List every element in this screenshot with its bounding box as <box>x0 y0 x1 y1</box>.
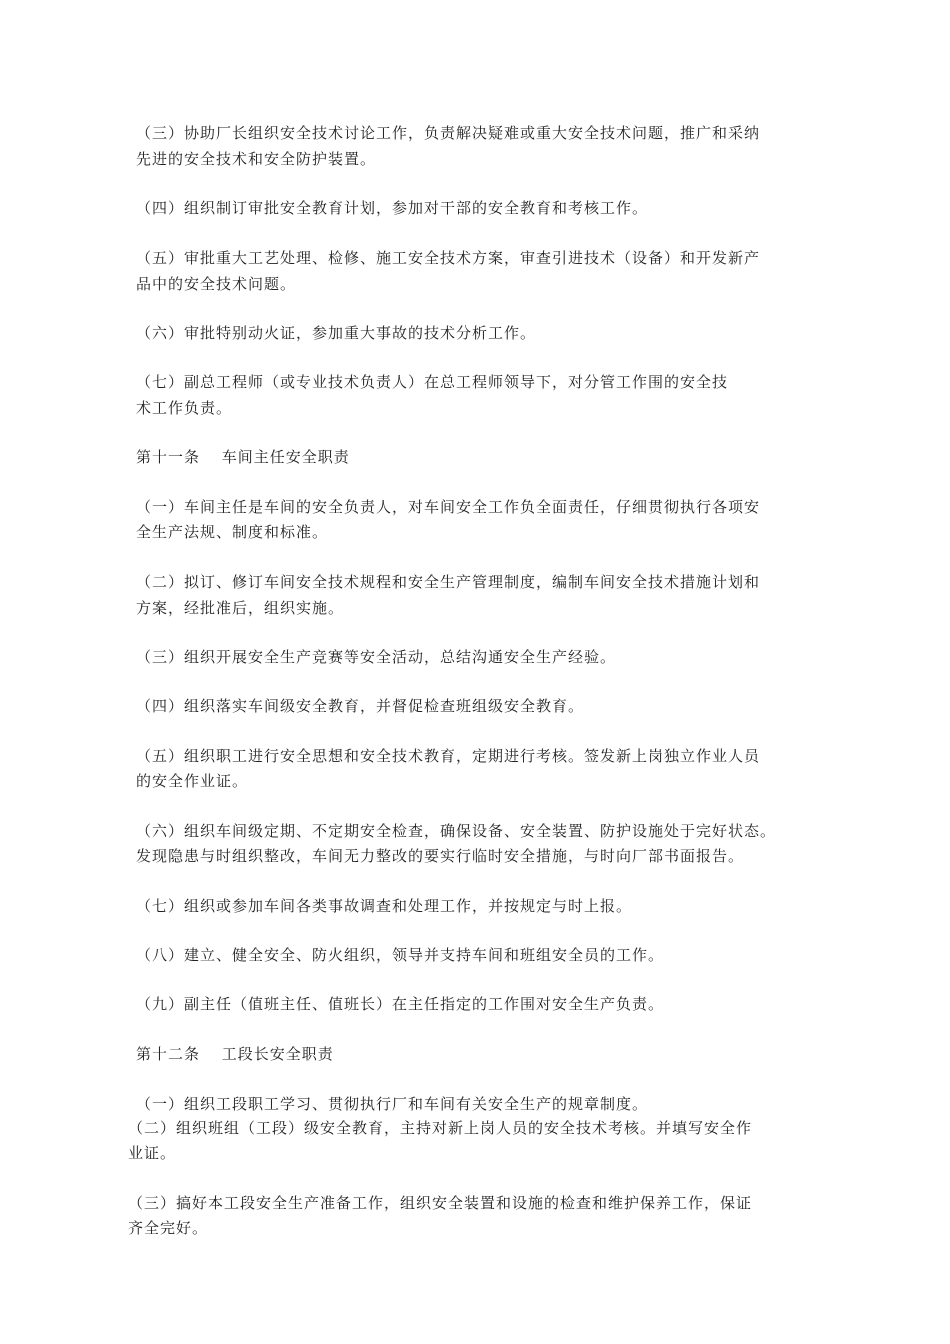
text-line: 业证。 <box>128 1144 177 1162</box>
section-heading: 第十二条 工段长安全职责 <box>136 1045 334 1063</box>
text-line: 全生产法规、制度和标准。 <box>136 523 329 541</box>
text-line: 齐全完好。 <box>128 1219 209 1237</box>
text-line: （九）副主任（值班主任、值班长）在主任指定的工作围对安全生产负责。 <box>136 995 665 1013</box>
text-line: （六）组织车间级定期、不定期安全检查，确保设备、安全装置、防护设施处于完好状态。 <box>136 822 777 840</box>
text-line: （三）协助厂长组织安全技术讨论工作，负责解决疑难或重大安全技术问题，推广和采纳 <box>136 124 761 142</box>
text-line: （五）组织职工进行安全思想和安全技术教育，定期进行考核。签发新上岗独立作业人员 <box>136 747 761 765</box>
text-line: （五）审批重大工艺处理、检修、施工安全技术方案，审查引进技术（设备）和开发新产 <box>136 249 761 267</box>
text-line: 品中的安全技术问题。 <box>136 275 297 293</box>
text-line: 方案，经批准后，组织实施。 <box>136 599 345 617</box>
text-line: （四）组织落实车间级安全教育，并督促检查班组级安全教育。 <box>136 697 585 715</box>
text-line: 的安全作业证。 <box>136 772 249 790</box>
text-line: （一）组织工段职工学习、贯彻执行厂和车间有关安全生产的规章制度。 <box>136 1095 649 1113</box>
text-line: （三）搞好本工段安全生产准备工作，组织安全装置和设施的检查和维护保养工作，保证 <box>128 1194 753 1212</box>
text-line: 术工作负责。 <box>136 399 233 417</box>
text-line: 发现隐患与时组织整改，车间无力整改的要实行临时安全措施，与时向厂部书面报告。 <box>136 847 745 865</box>
text-line: （七）组织或参加车间各类事故调查和处理工作，并按规定与时上报。 <box>136 897 633 915</box>
text-line: （三）组织开展安全生产竞赛等安全活动，总结沟通安全生产经验。 <box>136 648 617 666</box>
section-heading: 第十一条 车间主任安全职责 <box>136 448 350 466</box>
text-line: （一）车间主任是车间的安全负责人，对车间安全工作负全面责任，仔细贯彻执行各项安 <box>136 498 761 516</box>
text-line: 先进的安全技术和安全防护装置。 <box>136 150 377 168</box>
text-line: （六）审批特别动火证，参加重大事故的技术分析工作。 <box>136 324 537 342</box>
text-line: （二）拟订、修订车间安全技术规程和安全生产管理制度，编制车间安全技术措施计划和 <box>136 573 761 591</box>
text-line: （四）组织制订审批安全教育计划，参加对干部的安全教育和考核工作。 <box>136 199 649 217</box>
text-line: （七）副总工程师（或专业技术负责人）在总工程师领导下，对分管工作围的安全技 <box>136 373 729 391</box>
text-line: （八）建立、健全安全、防火组织，领导并支持车间和班组安全员的工作。 <box>136 946 665 964</box>
text-line: （二）组织班组（工段）级安全教育，主持对新上岗人员的安全技术考核。并填写安全作 <box>128 1119 753 1137</box>
